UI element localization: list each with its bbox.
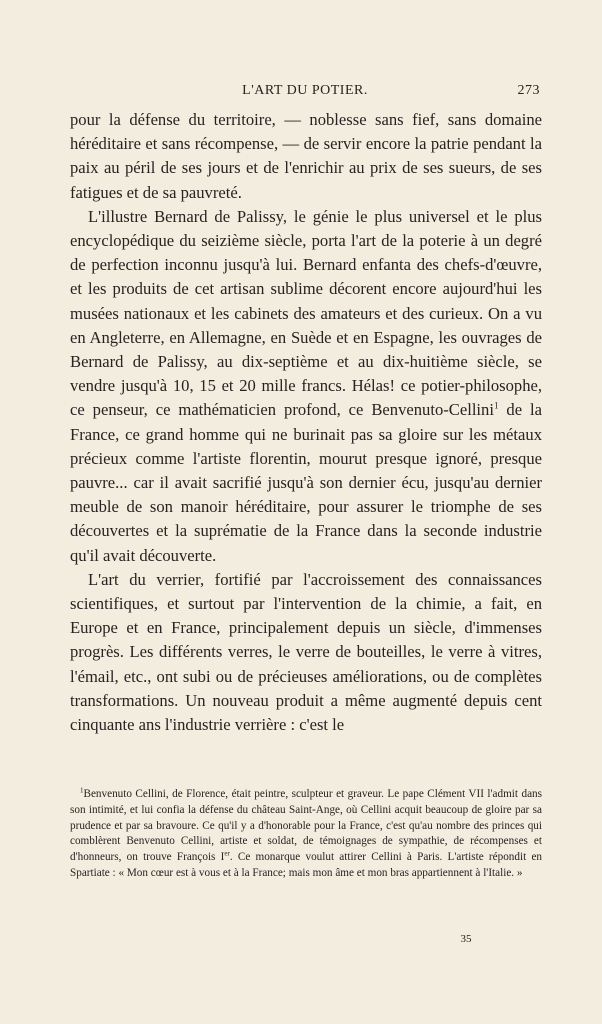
paragraph-2-text: L'illustre Bernard de Palissy, le génie le plus universel et le plus encyclopédique du seizième siècle, porta l'art de la poterie à un degré de perfection inconnu jusqu'à lui. Bernard enfanta des chefs-d'œuvre, et les produits de cet artisan sublime décorent encore aujourd'hui les musées nationaux et les cabinets des amateurs et des curieux. On a vu en Angleterre, en Allemagne, en Suède et en Espagne, les ouvrages de Bernard de Palissy, au dix-septième et au dix-huitième siècle, se vendre jusqu'à 10, 15 et 20 mille francs. Hélas! ce potier-philosophe, ce penseur, ce mathématicien profond, ce Benvenuto-Cellini <box>70 206 542 420</box>
page-number: 273 <box>517 83 540 98</box>
running-header <box>70 83 540 103</box>
running-title: L'ART DU POTIER. <box>242 83 368 98</box>
body-text <box>70 108 542 737</box>
footnote-text: Benvenuto Cellini, de Florence, était peintre, sculpteur et graveur. Le pape Clément VII l'admit dans son intimité, et lui confia la défense du château Saint-Ange, où Cellini acquit beaucoup de gloire par sa prudence et par sa bravoure. Ce qu'il y a d'honorable pour la France, c'est qu'au nombre des princes qui comblèrent Benvenuto Cellini, artiste et soldat, de témoignages de sympathie, de récompenses et d'honneurs, on trouve François I <box>70 788 542 864</box>
footnote-text-continued: . Ce monarque voulut attirer Cellini à Paris. L'artiste répondit en Spartiate : « Mon cœur est à vous et à la France; mais mon âme et mon bras appartiennent à l'Italie. » <box>70 851 543 879</box>
paragraph-2-text-continued: de la France, ce grand homme qui ne burinait pas sa gloire sur les métaux précieux comme l'artiste florentin, mourut presque ignoré, presque pauvre... car il avait sacrifié jusqu'à son dernier écu, jusqu'au dernier meuble de son manoir héréditaire, pour assurer le triomphe de ses découvertes et la suprématie de la France dans la seconde industrie qu'il avait découverte. <box>70 400 542 565</box>
paragraph-2 <box>70 205 542 568</box>
footnote <box>70 787 542 882</box>
paragraph-1-text: pour la défense du territoire, — noblesse sans fief, sans domaine héréditaire et sans récompense, — de servir encore la patrie pendant la paix au péril de ses jours et de l'enrichir au prix de ses sueurs, de ses fatigues et de sa pauvreté. <box>70 110 542 202</box>
paragraph-3 <box>70 568 542 737</box>
footnote-superscript: er <box>224 849 230 858</box>
footnote-marker: 1 <box>80 786 84 795</box>
signature-mark: 35 <box>460 933 472 945</box>
paragraph-3-text: L'art du verrier, fortifié par l'accroissement des connaissances scientifiques, et surtout par l'intervention de la chimie, a fait, en Europe et en France, principalement depuis un siècle, d'immenses progrès. Les différents verres, le verre de bouteilles, le verre à vitres, l'émail, etc., ont subi ou de précieuses améliorations, ou de complètes transformations. Un nouveau produit a même augmenté depuis cent cinquante ans l'industrie verrière : c'est le <box>70 569 542 735</box>
footnote-reference: 1 <box>493 400 499 411</box>
paragraph-1 <box>70 108 542 205</box>
